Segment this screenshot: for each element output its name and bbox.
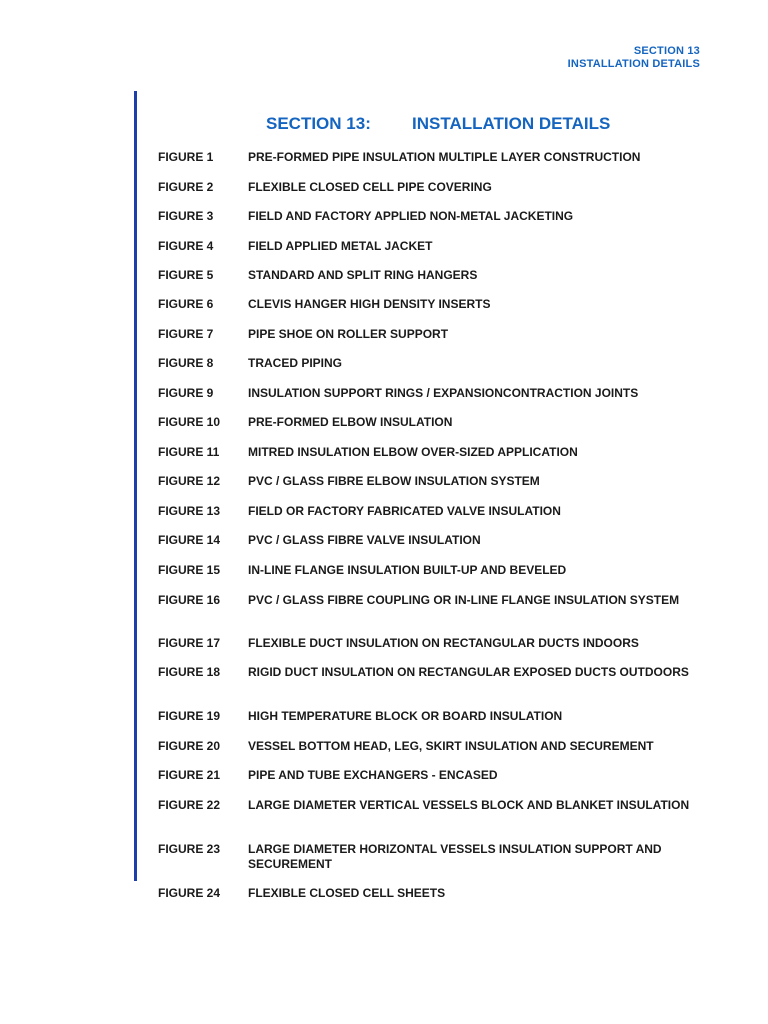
figure-list-item (158, 768, 718, 783)
figure-label: FIGURE 22 (158, 798, 221, 812)
figure-title: PIPE SHOE ON ROLLER SUPPORT (248, 327, 449, 341)
figure-list-item (158, 239, 718, 254)
figure-title: FIELD APPLIED METAL JACKET (248, 239, 433, 253)
figure-label: FIGURE 14 (158, 533, 221, 547)
figure-title: PIPE AND TUBE EXCHANGERS - ENCASED (248, 768, 498, 782)
figure-list-item (158, 356, 718, 371)
left-margin-rule (134, 91, 137, 881)
figure-title: PRE-FORMED PIPE INSULATION MULTIPLE LAYER CONSTRUCTION (248, 150, 641, 164)
figure-label: FIGURE 6 (158, 297, 214, 311)
figure-list-item (158, 474, 718, 489)
figure-label: FIGURE 8 (158, 356, 214, 370)
figure-list-item (158, 297, 718, 312)
figure-list-item (158, 636, 718, 651)
figure-list-item (158, 415, 718, 430)
figure-list-item (158, 709, 718, 724)
figure-list-item (158, 180, 718, 195)
figure-list-item (158, 739, 718, 754)
figure-title: FIELD AND FACTORY APPLIED NON-METAL JACKETING (248, 209, 574, 223)
figure-label: FIGURE 23 (158, 842, 221, 856)
figure-label: FIGURE 2 (158, 180, 214, 194)
figure-title: FIELD OR FACTORY FABRICATED VALVE INSULATION (248, 504, 561, 518)
figure-label: FIGURE 24 (158, 886, 221, 900)
figure-label: FIGURE 4 (158, 239, 214, 253)
figure-list-item (158, 209, 718, 224)
running-header-title: INSTALLATION DETAILS (567, 58, 700, 70)
figure-title: PRE-FORMED ELBOW INSULATION (248, 415, 453, 429)
figure-title: CLEVIS HANGER HIGH DENSITY INSERTS (248, 297, 491, 311)
figure-title: INSULATION SUPPORT RINGS / EXPANSIONCONTRACTION JOINTS (248, 386, 639, 400)
figure-label: FIGURE 21 (158, 768, 221, 782)
figure-label: FIGURE 5 (158, 268, 214, 282)
figure-title: FLEXIBLE CLOSED CELL SHEETS (248, 886, 446, 900)
figure-label: FIGURE 18 (158, 665, 221, 679)
figure-title: HIGH TEMPERATURE BLOCK OR BOARD INSULATION (248, 709, 563, 723)
figure-title: STANDARD AND SPLIT RING HANGERS (248, 268, 478, 282)
figure-list-item (158, 533, 718, 548)
figure-title: LARGE DIAMETER HORIZONTAL VESSELS INSULATION SUPPORT AND SECUREMENT (248, 842, 662, 871)
figure-label: FIGURE 15 (158, 563, 221, 577)
figure-label: FIGURE 17 (158, 636, 221, 650)
figure-title: MITRED INSULATION ELBOW OVER-SIZED APPLICATION (248, 445, 578, 459)
figure-label: FIGURE 1 (158, 150, 214, 164)
figure-list-item (158, 798, 718, 813)
figure-label: FIGURE 3 (158, 209, 214, 223)
figure-label: FIGURE 12 (158, 474, 221, 488)
figure-label: FIGURE 16 (158, 593, 221, 607)
figure-label: FIGURE 20 (158, 739, 221, 753)
figure-list-item (158, 563, 718, 578)
figure-title: VESSEL BOTTOM HEAD, LEG, SKIRT INSULATION AND SECUREMENT (248, 739, 654, 753)
figure-label: FIGURE 19 (158, 709, 221, 723)
figure-label: FIGURE 10 (158, 415, 221, 429)
running-header-section: SECTION 13 (633, 45, 700, 57)
section-number: SECTION 13: (266, 114, 371, 133)
figure-list-item (158, 886, 718, 901)
figure-label: FIGURE 13 (158, 504, 221, 518)
figure-list-item (158, 665, 718, 680)
figure-list-item (158, 268, 718, 283)
figure-label: FIGURE 9 (158, 386, 214, 400)
section-title-text: INSTALLATION DETAILS (412, 114, 611, 133)
figure-list-item (158, 593, 718, 608)
figure-list-item (158, 327, 718, 342)
figure-title: FLEXIBLE DUCT INSULATION ON RECTANGULAR DUCTS INDOORS (248, 636, 639, 650)
figure-title: TRACED PIPING (248, 356, 343, 370)
figure-list-item (158, 504, 718, 519)
figure-list-item (158, 445, 718, 460)
figure-title: RIGID DUCT INSULATION ON RECTANGULAR EXPOSED DUCTS OUTDOORS (248, 665, 689, 679)
figure-label: FIGURE 7 (158, 327, 214, 341)
figure-title: PVC / GLASS FIBRE ELBOW INSULATION SYSTEM (248, 474, 540, 488)
figure-title: PVC / GLASS FIBRE COUPLING OR IN-LINE FLANGE INSULATION SYSTEM (248, 593, 680, 607)
page-title (266, 114, 610, 134)
running-header (568, 45, 700, 71)
figure-list-item (158, 842, 718, 872)
figure-title: IN-LINE FLANGE INSULATION BUILT-UP AND BEVELED (248, 563, 567, 577)
figure-label: FIGURE 11 (158, 445, 220, 459)
figure-list-item (158, 386, 718, 401)
figure-list-item (158, 150, 718, 165)
figure-title: FLEXIBLE CLOSED CELL PIPE COVERING (248, 180, 492, 194)
figure-title: PVC / GLASS FIBRE VALVE INSULATION (248, 533, 481, 547)
figure-title: LARGE DIAMETER VERTICAL VESSELS BLOCK AND BLANKET INSULATION (248, 798, 690, 812)
